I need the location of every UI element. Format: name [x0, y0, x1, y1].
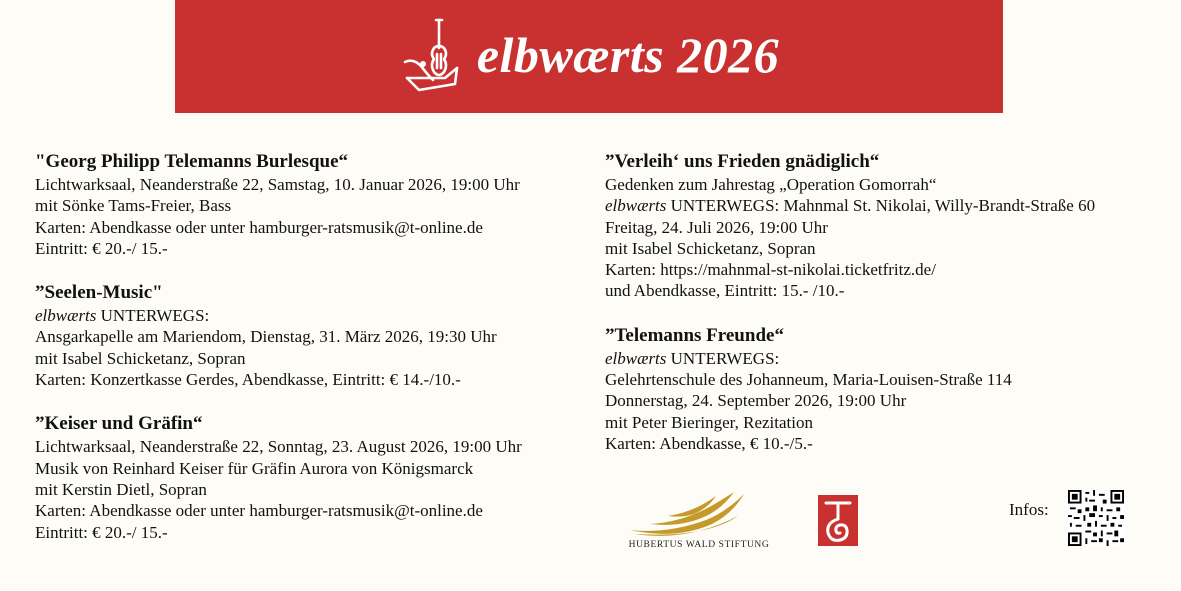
hubertus-wald-stiftung-logo — [628, 490, 770, 552]
qr-code-icon[interactable] — [1068, 490, 1124, 546]
event-line: mit Isabel Schicketanz, Sopran — [35, 348, 246, 368]
event-line — [605, 348, 1165, 369]
events-right-column — [605, 150, 1165, 476]
event-title: ”Seelen-Music" — [35, 282, 163, 304]
header-content — [399, 14, 779, 96]
t-spiral-icon — [818, 495, 858, 546]
event-line: mit Kerstin Dietl, Sopran — [35, 479, 207, 499]
elbwaerts-prefix: elbwærts — [605, 348, 667, 368]
event-line-text: UNTERWEGS: — [666, 348, 780, 368]
event-line: Ansgarkapelle am Mariendom, Dienstag, 31. März 2026, 19:30 Uhr — [35, 327, 497, 347]
event-line: Karten: Abendkasse oder unter hamburger-ratsmusik@t-online.de — [35, 217, 483, 237]
event-line — [605, 195, 1165, 216]
event-line: mit Sönke Tams-Freier, Bass — [35, 196, 232, 216]
header-banner — [175, 0, 1003, 113]
event-telemanns-freunde — [605, 324, 1165, 454]
event-line: Karten: Abendkasse oder unter hamburger-ratsmusik@t-online.de — [35, 501, 483, 521]
t-logo — [818, 495, 858, 546]
violinist-emblem-icon — [399, 14, 463, 96]
event-title: ”Verleih‘ uns Frieden gnädiglich“ — [605, 151, 880, 172]
event-telemann-burlesque — [35, 150, 595, 259]
infos-label: Infos: — [1009, 500, 1049, 519]
event-line: Eintritt: € 20.-/ 15.- — [35, 238, 168, 258]
event-line: Karten: Abendkasse, € 10.-/5.- — [605, 433, 813, 453]
event-title: "Georg Philipp Telemanns Burlesque“ — [35, 151, 349, 172]
event-line: Lichtwarksaal, Neanderstraße 22, Samstag, 10. Januar 2026, 19:00 Uhr — [35, 175, 520, 194]
elbwaerts-prefix: elbwærts — [35, 306, 97, 326]
event-line: Karten: Konzertkasse Gerdes, Abendkasse, Eintritt: € 14.-/10.- — [35, 370, 461, 390]
elbwaerts-prefix: elbwærts — [605, 196, 667, 216]
event-keiser-graefin — [35, 412, 595, 542]
event-line: mit Isabel Schicketanz, Sopran — [605, 238, 816, 258]
event-line — [35, 305, 595, 326]
event-line: Gelehrtenschule des Johanneum, Maria-Louisen-Straße 114 — [605, 370, 1012, 390]
event-line: Karten: https://mahnmal-st-nikolai.ticketfritz.de/ — [605, 260, 936, 280]
event-line: Eintritt: € 20.-/ 15.- — [35, 522, 168, 542]
event-line: Freitag, 24. Juli 2026, 19:00 Uhr — [605, 217, 828, 237]
event-line-text: UNTERWEGS: — [96, 306, 210, 326]
event-line: Musik von Reinhard Keiser für Gräfin Aurora von Königsmarck — [35, 458, 474, 478]
page-title: elbwærts 2026 — [476, 26, 780, 83]
event-line: Lichtwarksaal, Neanderstraße 22, Sonntag, 23. August 2026, 19:00 Uhr — [35, 437, 522, 457]
events-left-column — [35, 150, 595, 565]
event-line: Gedenken zum Jahrestag „Operation Gomorrah“ — [605, 175, 937, 194]
event-line: und Abendkasse, Eintritt: 15.- /10.- — [605, 281, 845, 301]
event-title: ”Keiser und Gräfin“ — [35, 413, 203, 435]
event-line: mit Peter Bieringer, Rezitation — [605, 412, 813, 432]
event-seelen-music — [35, 281, 595, 390]
wing-swoosh-icon — [628, 490, 770, 540]
sponsor-label: HUBERTUS WALD STIFTUNG — [628, 540, 770, 550]
event-line: Donnerstag, 24. September 2026, 19:00 Uhr — [605, 391, 907, 411]
event-line-text: UNTERWEGS: Mahnmal St. Nikolai, Willy-Brandt-Straße 60 — [666, 196, 1096, 216]
event-verleih-frieden — [605, 150, 1165, 302]
event-title: ”Telemanns Freunde“ — [605, 324, 784, 346]
